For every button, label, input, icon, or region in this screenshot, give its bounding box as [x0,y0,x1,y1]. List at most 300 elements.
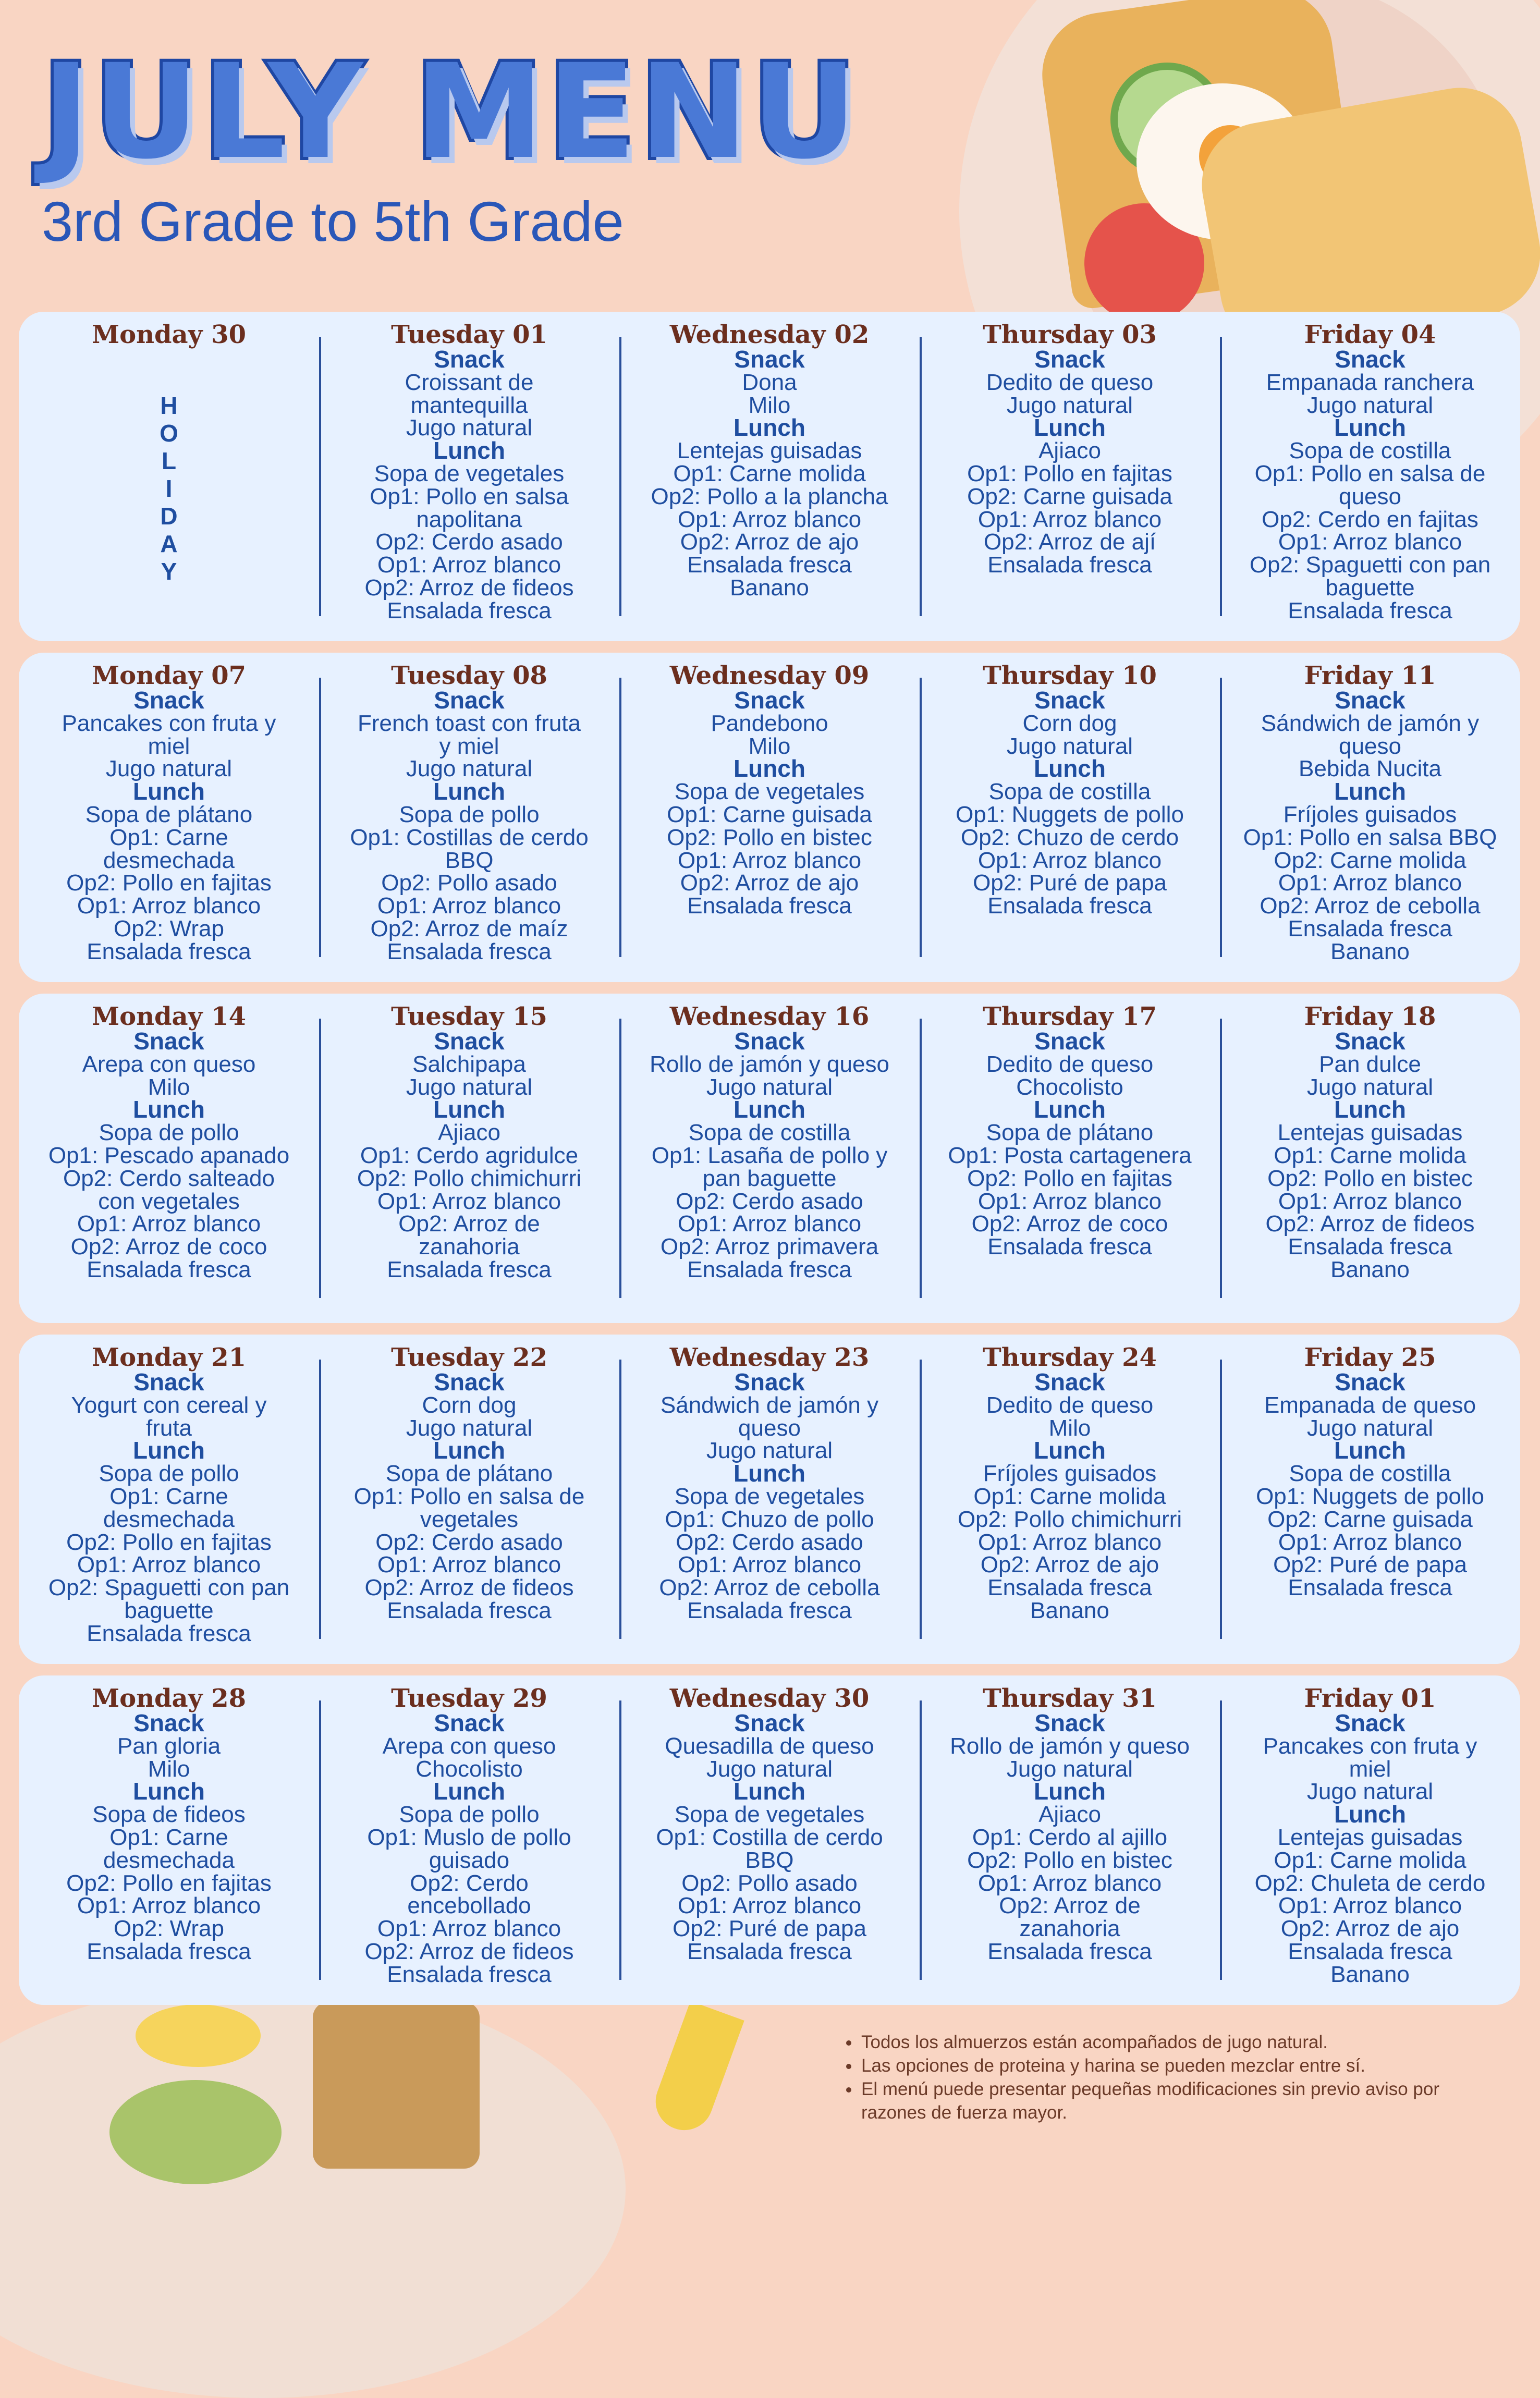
lunch-item: Ensalada fresca [387,1597,552,1623]
lunch-item: Ensalada fresca [987,1234,1152,1260]
snack-label: Snack [734,687,805,714]
lunch-item: Fríjoles guisados [1283,801,1457,827]
day-heading: Tuesday 01 [391,320,547,349]
lunch-item: Op1: Arroz blanco [377,893,561,919]
day-column [619,312,920,641]
snack-label: Snack [1034,346,1105,373]
lunch-item: Op1: Arroz blanco [677,847,862,873]
lunch-label: Lunch [1034,1778,1106,1805]
lunch-item: Ensalada fresca [387,938,552,964]
lunch-label: Lunch [133,778,205,805]
lunch-item: Ensalada fresca [687,552,852,578]
lunch-item: Op2: Pollo en fajitas [66,870,272,896]
snack-label: Snack [734,346,805,373]
lunch-item: Lentejas guisadas [677,438,862,464]
lunch-item: Op2: Arroz de fideos [1265,1211,1475,1237]
lunch-item: Op1: Arroz blanco [977,1870,1162,1896]
lunch-item: Op2: Carne molida [1274,847,1466,873]
lunch-item: Op2: Puré de papa [1273,1552,1467,1578]
lunch-item: Ensalada fresca [387,1256,552,1282]
snack-item: Croissant de mantequilla [405,369,534,418]
page-title: JULY MENU [42,36,861,188]
day-column [19,994,319,1323]
lunch-label: Lunch [1334,1096,1406,1123]
snack-item: Pan gloria [117,1733,221,1759]
snack-item: Jugo natural [706,1074,833,1100]
snack-item: Dedito de queso [986,1051,1154,1077]
lunch-item: Op2: Arroz de ajo [1280,1916,1460,1942]
day-column [319,1335,619,1664]
snack-item: Arepa con queso [82,1051,256,1077]
day-heading: Monday 21 [91,1343,247,1372]
day-heading: Thursday 31 [983,1684,1157,1713]
lunch-item: Ajiaco [1038,1802,1101,1828]
lunch-item: Op1: Costilla de cerdo BBQ [656,1824,883,1873]
lunch-item: Op1: Muslo de pollo guisado [367,1824,571,1873]
lunch-item: Ensalada fresca [1288,1575,1452,1601]
snack-item: Chocolisto [1016,1074,1123,1100]
lunch-item: Ensalada fresca [687,1256,852,1282]
lunch-item: Op2: Arroz primavera [660,1234,879,1260]
day-column [920,994,1220,1323]
lunch-item: Op2: Arroz de zanahoria [398,1211,540,1260]
lunch-label: Lunch [433,1096,505,1123]
day-heading: Tuesday 22 [391,1343,547,1372]
lunch-item: Op1: Pollo en salsa BBQ [1243,824,1497,850]
lunch-item: Sopa de costilla [1289,438,1451,464]
snack-label: Snack [434,1368,505,1396]
lunch-item: Banano [730,574,809,601]
week-row [19,1675,1520,2005]
snack-label: Snack [434,1027,505,1055]
lunch-item: Sopa de costilla [688,1120,851,1146]
lunch-item: Op1: Pollo en fajitas [967,460,1172,486]
lunch-label: Lunch [734,1778,805,1805]
lunch-item: Op2: Pollo en bistec [667,824,872,850]
snack-item: Jugo natural [1306,1074,1434,1100]
week-row [19,653,1520,982]
snack-label: Snack [1335,1709,1405,1736]
lunch-item: Op2: Puré de papa [973,870,1167,896]
snack-item: Pancakes con fruta y miel [62,710,276,759]
lunch-label: Lunch [433,437,505,464]
lunch-item: Op2: Cerdo encebollado [407,1870,531,1919]
snack-item: Jugo natural [706,1756,833,1782]
lunch-item: Op1: Carne desmechada [103,1824,235,1873]
day-column [1220,994,1520,1323]
snack-item: Corn dog [422,1392,517,1418]
lunch-label: Lunch [734,1460,805,1487]
day-column [920,1335,1220,1664]
lunch-item: Op1: Arroz blanco [377,1552,561,1578]
lunch-label: Lunch [133,1437,205,1464]
day-column [319,653,619,982]
lunch-item: Op1: Arroz blanco [1278,1529,1462,1555]
snack-label: Snack [133,1368,204,1396]
day-heading: Friday 04 [1304,320,1436,349]
day-heading: Thursday 03 [983,320,1157,349]
lunch-label: Lunch [1334,1801,1406,1828]
day-column [319,1675,619,2005]
day-column [920,312,1220,641]
lunch-item: Sopa de plátano [986,1120,1154,1146]
lunch-item: Op1: Carne desmechada [103,1483,235,1532]
lunch-item: Op1: Carne desmechada [103,824,235,873]
day-heading: Wednesday 23 [669,1343,870,1372]
note-item: • El menú puede presentar pequeñas modificaciones sin previo aviso por razones de fuerza mayor. [860,2077,1475,2124]
lunch-item: Op1: Pescado apanado [48,1142,290,1168]
snack-label: Snack [434,1709,505,1736]
lunch-item: Ensalada fresca [987,893,1152,919]
lunch-item: Op1: Carne molida [1274,1847,1466,1873]
lunch-item: Op2: Arroz de fideos [364,1938,574,1964]
day-column [319,994,619,1323]
day-heading: Thursday 10 [983,661,1157,690]
lunch-item: Fríjoles guisados [983,1461,1157,1487]
day-heading: Friday 25 [1304,1343,1436,1372]
snack-label: Snack [734,1368,805,1396]
day-column [19,1675,319,2005]
lunch-label: Lunch [433,778,505,805]
snack-item: Dona [742,369,797,395]
lunch-item: Op1: Cerdo al ajillo [972,1824,1168,1850]
day-heading: Monday 28 [91,1684,247,1713]
day-heading: Tuesday 15 [391,1002,547,1031]
week-row [19,1335,1520,1664]
lunch-item: Op2: Carne guisada [967,483,1172,509]
lunch-item: Op1: Pollo en salsa napolitana [370,483,569,532]
snack-label: Snack [1034,1027,1105,1055]
snack-label: Snack [734,1027,805,1055]
lunch-item: Op1: Arroz blanco [677,1211,862,1237]
lunch-item: Op2: Puré de papa [673,1916,866,1942]
day-column [619,1675,920,2005]
lunch-item: Op1: Carne molida [1274,1142,1466,1168]
lunch-item: Op1: Nuggets de pollo [956,801,1184,827]
lunch-item: Op2: Arroz de coco [70,1234,267,1260]
snack-item: French toast con fruta y miel [358,710,581,759]
snack-item: Jugo natural [1006,1756,1133,1782]
lunch-label: Lunch [734,755,805,782]
lunch-item: Ensalada fresca [987,1575,1152,1601]
lunch-item: Lentejas guisadas [1277,1824,1463,1850]
snack-item: Quesadilla de queso [665,1733,874,1759]
lunch-item: Sopa de fideos [92,1802,246,1828]
lunch-item: Banano [1330,1256,1410,1282]
lunch-item: Op2: Arroz de fideos [364,1575,574,1601]
decorative-banana-slices [136,2004,261,2067]
lunch-label: Lunch [133,1096,205,1123]
snack-label: Snack [133,687,204,714]
lunch-item: Sopa de pollo [399,801,540,827]
day-heading: Friday 01 [1304,1684,1436,1713]
lunch-item: Ensalada fresca [987,552,1152,578]
lunch-label: Lunch [433,1778,505,1805]
lunch-item: Op1: Posta cartagenera [948,1142,1192,1168]
lunch-item: Op2: Arroz de ají [983,529,1156,555]
snack-item: Bebida Nucita [1299,756,1441,782]
snack-item: Chocolisto [415,1756,523,1782]
snack-item: Rollo de jamón y queso [650,1051,889,1077]
day-column [619,1335,920,1664]
lunch-item: Ensalada fresca [87,1256,251,1282]
lunch-item: Op2: Cerdo salteado con vegetales [63,1165,275,1214]
lunch-item: Op1: Pollo en salsa de vegetales [353,1483,585,1532]
lunch-item: Op1: Arroz blanco [377,1188,561,1214]
lunch-item: Op1: Arroz blanco [977,847,1162,873]
lunch-label: Lunch [1034,414,1106,442]
lunch-item: Op2: Carne guisada [1267,1506,1473,1532]
day-heading: Wednesday 09 [669,661,870,690]
snack-item: Arepa con queso [382,1733,556,1759]
lunch-label: Lunch [734,1096,805,1123]
snack-item: Jugo natural [1006,392,1133,418]
day-column [920,653,1220,982]
day-column [1220,1675,1520,2005]
day-column [19,653,319,982]
lunch-item: Op1: Cerdo agridulce [360,1142,579,1168]
lunch-item: Op1: Arroz blanco [677,1552,862,1578]
lunch-item: Op1: Costillas de cerdo BBQ [350,824,589,873]
lunch-item: Op1: Arroz blanco [1278,1893,1462,1919]
lunch-item: Op1: Arroz blanco [677,506,862,532]
note-item: • Todos los almuerzos están acompañados de jugo natural. [860,2030,1475,2054]
lunch-item: Op2: Cerdo en fajitas [1262,506,1478,532]
lunch-item: Ensalada fresca [687,1938,852,1964]
decorative-banana [647,2001,744,2138]
day-column [19,312,319,641]
lunch-item: Ensalada fresca [387,597,552,623]
snack-label: Snack [1034,1709,1105,1736]
snack-item: Milo [748,392,791,418]
lunch-item: Ensalada fresca [87,938,251,964]
note-item: • Las opciones de proteina y harina se pueden mezclar entre sí. [860,2054,1475,2077]
holiday-label: H O L I D A Y [160,392,178,585]
lunch-item: Op2: Arroz de zanahoria [999,1893,1141,1942]
snack-item: Pan dulce [1319,1051,1421,1077]
day-heading: Monday 30 [91,320,247,349]
day-heading: Wednesday 30 [669,1684,870,1713]
day-column [1220,312,1520,641]
lunch-item: Sopa de costilla [988,779,1151,805]
day-heading: Thursday 17 [983,1002,1157,1031]
snack-item: Jugo natural [406,756,533,782]
lunch-item: Op1: Arroz blanco [1278,870,1462,896]
snack-label: Snack [133,1709,204,1736]
week-row [19,994,1520,1323]
lunch-item: Sopa de pollo [99,1461,239,1487]
lunch-item: Ajiaco [438,1120,500,1146]
day-column [19,1335,319,1664]
lunch-item: Op2: Chuleta de cerdo [1254,1870,1486,1896]
header [42,36,1032,276]
lunch-item: Op2: Arroz de coco [971,1211,1168,1237]
day-column [619,994,920,1323]
day-heading: Monday 07 [91,661,247,690]
day-heading: Friday 11 [1304,661,1436,690]
lunch-item: Op2: Pollo en bistec [967,1847,1172,1873]
snack-label: Snack [1335,1368,1405,1396]
lunch-label: Lunch [1334,1437,1406,1464]
lunch-item: Sopa de vegetales [674,1483,865,1509]
lunch-label: Lunch [1034,1437,1106,1464]
lunch-item: Op2: Pollo en fajitas [66,1870,272,1896]
lunch-item: Op2: Pollo en fajitas [66,1529,272,1555]
lunch-item: Op1: Arroz blanco [77,1211,261,1237]
snack-item: Dedito de queso [986,1392,1154,1418]
snack-label: Snack [1335,687,1405,714]
snack-item: Sándwich de jamón y queso [1261,710,1480,759]
decorative-avocado [109,2080,282,2184]
lunch-item: Op2: Pollo en bistec [1267,1165,1473,1191]
lunch-label: Lunch [734,414,805,442]
lunch-item: Op1: Carne molida [673,460,866,486]
snack-item: Salchipapa [412,1051,526,1077]
decorative-avocado-toast [313,2002,480,2169]
snack-label: Snack [1034,1368,1105,1396]
day-heading: Friday 18 [1304,1002,1436,1031]
lunch-item: Sopa de vegetales [674,779,865,805]
lunch-item: Sopa de plátano [385,1461,553,1487]
lunch-item: Banano [1330,1961,1410,1987]
day-heading: Monday 14 [91,1002,247,1031]
lunch-item: Op1: Pollo en salsa de queso [1254,460,1486,509]
day-heading: Wednesday 02 [669,320,870,349]
lunch-item: Op2: Cerdo asado [676,1188,863,1214]
lunch-item: Op2: Pollo chimichurri [357,1165,582,1191]
snack-label: Snack [434,687,505,714]
lunch-item: Op2: Arroz de ajo [680,870,859,896]
lunch-item: Op2: Spaguetti con pan baguette [1249,552,1491,601]
day-column [619,653,920,982]
lunch-item: Ensalada fresca [1288,915,1452,941]
lunch-item: Op1: Chuzo de pollo [665,1506,874,1532]
snack-label: Snack [434,346,505,373]
lunch-item: Op1: Arroz blanco [1278,529,1462,555]
lunch-item: Ensalada fresca [1288,1234,1452,1260]
lunch-item: Ensalada fresca [687,893,852,919]
lunch-item: Op2: Cerdo asado [676,1529,863,1555]
day-column [1220,653,1520,982]
lunch-item: Ensalada fresca [87,1620,251,1646]
lunch-item: Op1: Arroz blanco [77,1552,261,1578]
snack-label: Snack [133,1027,204,1055]
snack-item: Milo [1048,1415,1091,1441]
lunch-item: Op1: Arroz blanco [377,552,561,578]
snack-item: Empanada ranchera [1266,369,1474,395]
snack-item: Corn dog [1022,710,1117,736]
day-heading: Tuesday 08 [391,661,547,690]
snack-item: Rollo de jamón y queso [950,1733,1190,1759]
lunch-item: Ensalada fresca [387,1961,552,1987]
snack-label: Snack [1335,346,1405,373]
lunch-item: Op2: Wrap [114,915,224,941]
snack-item: Jugo natural [1006,733,1133,759]
lunch-item: Op1: Nuggets de pollo [1256,1483,1484,1509]
lunch-item: Op2: Arroz de ajo [680,529,859,555]
lunch-item: Ensalada fresca [987,1938,1152,1964]
snack-label: Snack [1034,687,1105,714]
lunch-label: Lunch [1334,778,1406,805]
snack-item: Pandebono [711,710,828,736]
snack-label: Snack [734,1709,805,1736]
lunch-item: Op1: Arroz blanco [377,1916,561,1942]
snack-item: Jugo natural [706,1438,833,1464]
snack-item: Dedito de queso [986,369,1154,395]
lunch-item: Op2: Arroz de cebolla [659,1575,880,1601]
lunch-label: Lunch [1034,755,1106,782]
snack-item: Yogurt con cereal y fruta [71,1392,267,1441]
snack-item: Jugo natural [1306,1415,1434,1441]
lunch-item: Op2: Pollo a la plancha [651,483,888,509]
lunch-item: Ajiaco [1038,438,1101,464]
lunch-item: Op1: Arroz blanco [1278,1188,1462,1214]
notes-list [834,2030,1475,2124]
snack-item: Jugo natural [105,756,233,782]
snack-label: Snack [1335,1027,1405,1055]
lunch-item: Op2: Spaguetti con pan baguette [48,1575,290,1623]
snack-item: Jugo natural [406,415,533,441]
lunch-item: Sopa de pollo [99,1120,239,1146]
lunch-label: Lunch [433,1437,505,1464]
lunch-item: Sopa de costilla [1289,1461,1451,1487]
lunch-item: Lentejas guisadas [1277,1120,1463,1146]
lunch-item: Op2: Arroz de ajo [980,1552,1159,1578]
lunch-item: Op2: Arroz de fideos [364,574,574,601]
lunch-item: Op2: Pollo asado [381,870,557,896]
day-column [1220,1335,1520,1664]
lunch-item: Op1: Carne guisada [667,801,872,827]
lunch-item: Ensalada fresca [1288,1938,1452,1964]
lunch-item: Ensalada fresca [687,1597,852,1623]
lunch-label: Lunch [133,1778,205,1805]
lunch-label: Lunch [1034,1096,1106,1123]
lunch-item: Op2: Pollo en fajitas [967,1165,1172,1191]
lunch-item: Op1: Arroz blanco [977,1188,1162,1214]
page-subtitle: 3rd Grade to 5th Grade [42,190,624,253]
week-row [19,312,1520,641]
lunch-item: Op2: Cerdo asado [375,529,563,555]
snack-item: Milo [148,1756,190,1782]
day-column [319,312,619,641]
lunch-item: Sopa de vegetales [374,460,565,486]
snack-item: Jugo natural [1306,1779,1434,1805]
lunch-item: Op1: Lasaña de pollo y pan baguette [651,1142,888,1191]
snack-item: Milo [748,733,791,759]
lunch-item: Op1: Carne molida [973,1483,1166,1509]
lunch-item: Op1: Arroz blanco [77,893,261,919]
lunch-item: Op2: Cerdo asado [375,1529,563,1555]
lunch-item: Op2: Pollo asado [681,1870,858,1896]
lunch-item: Op2: Wrap [114,1916,224,1942]
lunch-item: Sopa de pollo [399,1802,540,1828]
day-heading: Tuesday 29 [391,1684,547,1713]
snack-item: Jugo natural [406,1415,533,1441]
lunch-item: Op1: Arroz blanco [977,1529,1162,1555]
lunch-item: Banano [1330,938,1410,964]
lunch-item: Ensalada fresca [1288,597,1452,623]
lunch-item: Op1: Arroz blanco [977,506,1162,532]
lunch-item: Banano [1030,1597,1109,1623]
snack-item: Sándwich de jamón y queso [660,1392,879,1441]
snack-item: Milo [148,1074,190,1100]
day-heading: Wednesday 16 [669,1002,870,1031]
day-column [920,1675,1220,2005]
snack-item: Pancakes con fruta y miel [1263,1733,1477,1782]
day-heading: Thursday 24 [983,1343,1157,1372]
lunch-item: Op2: Arroz de maíz [370,915,568,941]
lunch-item: Op1: Arroz blanco [677,1893,862,1919]
